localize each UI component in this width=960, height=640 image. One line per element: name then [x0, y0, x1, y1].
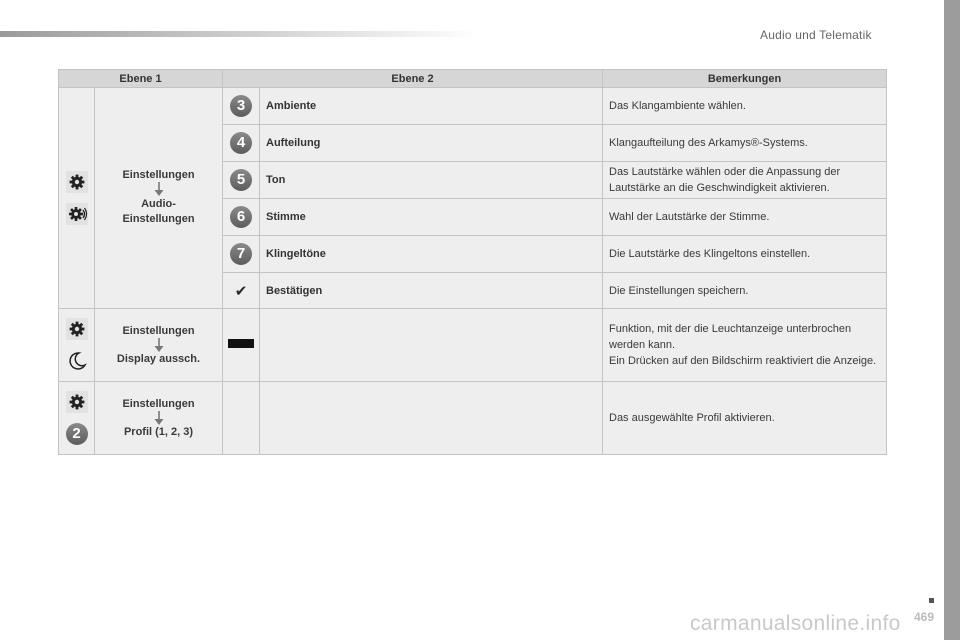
- badge-cell: [223, 236, 260, 273]
- col-header-level2: Ebene 2: [223, 70, 603, 88]
- gear-icon: [66, 318, 88, 340]
- group1-label-top: Einstellungen: [122, 169, 195, 181]
- remark-cell: Wahl der Lautstärke der Stimme.: [603, 199, 887, 236]
- level2-item-ton: Ton: [260, 162, 603, 199]
- badge-cell: [223, 125, 260, 162]
- group1-icons: [59, 88, 95, 309]
- group3-label-bottom: Profil (1, 2, 3): [123, 426, 194, 438]
- level2-item-stimme: Stimme: [260, 199, 603, 236]
- table-header-row: [59, 70, 887, 88]
- badge-empty: [223, 382, 260, 455]
- level2-item-bestaetigen: Bestätigen: [260, 273, 603, 309]
- arrow-down-icon: [153, 182, 165, 196]
- group2-label-top: Einstellungen: [122, 325, 195, 337]
- badge-cell: [223, 273, 260, 309]
- level2-empty: [260, 382, 603, 455]
- col-header-remarks: Bemerkungen: [603, 70, 887, 88]
- number-badge: 3: [230, 95, 252, 117]
- group1-label: [95, 88, 223, 309]
- level2-item-aufteilung: Aufteilung: [260, 125, 603, 162]
- arrow-down-icon: [153, 338, 165, 352]
- remark-cell: Die Lautstärke des Klingeltons einstellen.: [603, 236, 887, 273]
- group2-label-bottom: Display aussch.: [116, 353, 201, 365]
- group3-icons: [59, 382, 95, 455]
- header-gradient-bar: [0, 31, 480, 37]
- level2-item-klingeltoene: Klingeltöne: [260, 236, 603, 273]
- group2-icons: [59, 309, 95, 382]
- group3-label: [95, 382, 223, 455]
- table-row: [59, 88, 887, 125]
- badge-cell: [223, 88, 260, 125]
- level2-item-ambiente: Ambiente: [260, 88, 603, 125]
- number-badge: 6: [230, 206, 252, 228]
- settings-menu-table: [58, 69, 887, 455]
- gear-icon: [66, 391, 88, 413]
- group1-label-bottom: Audio- Einstellungen: [122, 198, 195, 225]
- audio-settings-icon: [66, 203, 88, 225]
- remark-cell: Das Klangambiente wählen.: [603, 88, 887, 125]
- group2-label: [95, 309, 223, 382]
- black-button-icon: [228, 339, 254, 348]
- remark-cell: Das ausgewählte Profil aktivieren.: [603, 382, 887, 455]
- badge-cell: [223, 199, 260, 236]
- number-badge: 4: [230, 132, 252, 154]
- badge-cell: [223, 162, 260, 199]
- remark-cell: Klangaufteilung des Arkamys®-Systems.: [603, 125, 887, 162]
- check-icon: ✔: [234, 282, 248, 300]
- gear-icon: [66, 171, 88, 193]
- remark-cell: Die Einstellungen speichern.: [603, 273, 887, 309]
- number-badge: 5: [230, 169, 252, 191]
- page-number: 469: [914, 610, 935, 624]
- level2-empty: [260, 309, 603, 382]
- table-row: [59, 309, 887, 382]
- profile-number-badge: 2: [66, 423, 88, 445]
- arrow-down-icon: [153, 411, 165, 425]
- watermark: carmanualsonline.info: [690, 612, 901, 635]
- col-header-level1: Ebene 1: [59, 70, 223, 88]
- group3-label-top: Einstellungen: [122, 398, 195, 410]
- side-edge-bar: [944, 0, 960, 640]
- table-row: [59, 382, 887, 455]
- remark-cell: Das Lautstärke wählen oder die Anpassung der Lautstärke an die Geschwindigkeit aktivieren.: [603, 162, 887, 199]
- number-badge: 7: [230, 243, 252, 265]
- black-button-cell: [223, 309, 260, 382]
- moon-icon: [66, 350, 88, 372]
- corner-marker: [929, 598, 934, 603]
- section-title: Audio und Telematik: [760, 28, 872, 42]
- remark-cell: Funktion, mit der die Leuchtanzeige unterbrochen werden kann. Ein Drücken auf den Bildschirm reaktiviert die Anzeige.: [603, 309, 887, 382]
